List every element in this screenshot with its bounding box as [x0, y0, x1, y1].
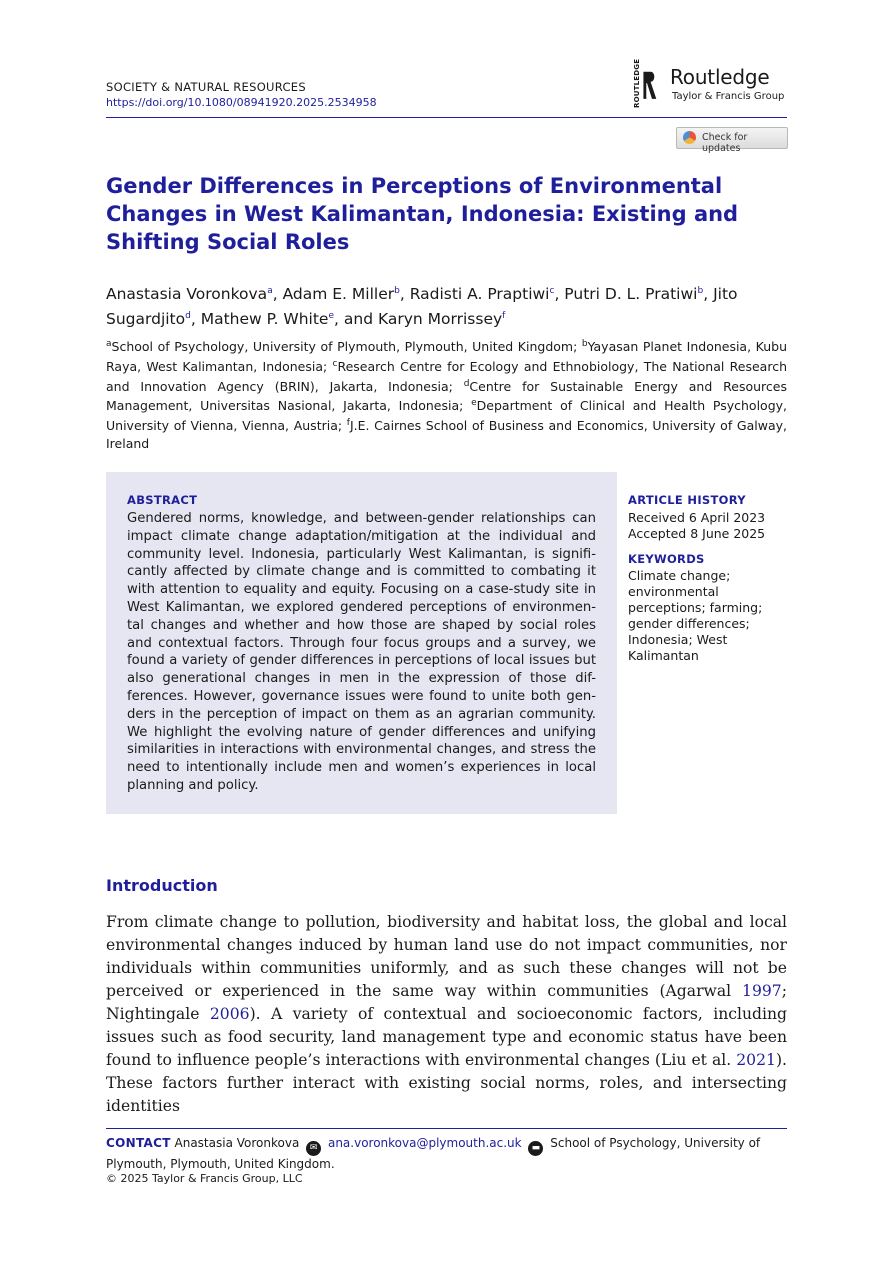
- author-name: Adam E. Miller: [282, 285, 395, 304]
- author-separator: ,: [703, 285, 714, 304]
- author-name: Mathew P. White: [200, 310, 329, 329]
- affiliation-text: Department of Clinical and Health Psychology, University of Vienna, Vienna, Austria;: [106, 398, 788, 434]
- affiliation-text: J.E. Cairnes School of Business and Economics, University of Galway, Ireland: [106, 418, 787, 451]
- accepted-date: Accepted 8 June 2025: [628, 526, 766, 541]
- author-affiliation-marker[interactable]: e: [328, 311, 335, 322]
- contact-email-link[interactable]: ana.voronkova@plymouth.ac.uk: [327, 1136, 522, 1150]
- citation-link[interactable]: 2021: [736, 1051, 776, 1069]
- contact-block: [106, 1135, 787, 1173]
- citation-link[interactable]: 2006: [209, 1005, 250, 1023]
- contact-label: CONTACT: [106, 1136, 171, 1150]
- body-text-segment: From climate change to pollution, biodiversity and habitat loss, the global and local environmental changes induced by human land use do not impact communities, nor individuals within communities uniformly, and as such these changes will not be perceived or experienced in the same way within communities (Agarwal: [106, 913, 787, 1000]
- author-name: Anastasia Voronkova: [106, 285, 268, 304]
- envelope-icon: ✉: [306, 1141, 321, 1156]
- author-list: [106, 280, 787, 330]
- affiliation-key: b: [581, 339, 588, 349]
- affiliation-text: Research Centre for Ecology and Ethnobiology, The National Research and Innovation Agency (BRIN), Jakarta, Indonesia;: [106, 358, 787, 394]
- introduction-heading: Introduction: [106, 876, 218, 895]
- body-text-segment: ). A variety of contextual and socioeconomic factors, including issues such as food security, land management type and economic status have been found to influence people’s interactions with environmental changes (Liu et al.: [106, 1005, 787, 1069]
- affiliation-text: Centre for Sustainable Energy and Resources Management, Universitas Nasional, Jakarta, Indonesia;: [106, 378, 787, 414]
- contact-address: School of Psychology, University of Plymouth, Plymouth, United Kingdom.: [106, 1136, 761, 1171]
- publisher-subtitle: Taylor & Francis Group: [672, 91, 785, 102]
- introduction-paragraph: [106, 911, 787, 1118]
- affiliations: [106, 336, 787, 452]
- header-rule: [106, 117, 787, 118]
- affiliation-key: f: [346, 418, 350, 428]
- affiliation-text: School of Psychology, University of Plymouth, Plymouth, United Kingdom;: [111, 339, 582, 355]
- mailbox-icon: ▬: [528, 1141, 543, 1156]
- routledge-logo-icon: [642, 64, 662, 108]
- publisher-logo[interactable]: [632, 58, 792, 108]
- author-name: Karyn Morrissey: [377, 310, 503, 329]
- body-text-segment: ; Nightingale: [106, 982, 787, 1023]
- doi-link[interactable]: https://doi.org/10.1080/08941920.2025.2534958: [106, 96, 377, 109]
- author-affiliation-marker[interactable]: a: [267, 286, 273, 296]
- author-name: Jito Sugardjito: [106, 285, 738, 329]
- crossmark-icon: [683, 131, 696, 144]
- check-for-updates-label: Check for updates: [702, 132, 748, 154]
- keywords-text: Climate change; environmental perceptions; farming; gender differences; Indonesia; West Kalimantan: [628, 568, 763, 663]
- citation-link[interactable]: 1997: [742, 982, 782, 1000]
- contact-name: Anastasia Voronkova: [174, 1136, 300, 1150]
- affiliation-key: c: [332, 358, 338, 369]
- abstract-text: Gendered norms, knowledge, and between-gender relationships can impact climate change adaptation/mitigation at the individual and community level. Indonesia, particularly West Kalimantan, is signifi-cantly affected by climate change and is committed to combating it with attention to equality and equity. Focusing on a case-study site in West Kalimantan, we explored gendered perceptions of environmen-tal changes and whether and how those are shaped by social roles and contextual factors. Through four focus groups and a survey, we found a variety of gender differences in perceptions of local issues but also generational changes in men in the expression of those dif-ferences. However, governance issues were found to unite both gen-ders in the perception of impact on them as an agrarian community. We highlight the evolving nature of gender differences and unifying similarities in interactions with environmental changes, and stress the need to intentionally include men and women’s experiences in local planning and policy.: [127, 511, 596, 793]
- copyright: © 2025 Taylor & Francis Group, LLC: [106, 1172, 303, 1185]
- journal-name: SOCIETY & NATURAL RESOURCES: [106, 80, 306, 94]
- author-separator: , and: [334, 310, 378, 329]
- affiliation-key: e: [471, 398, 477, 409]
- author-affiliation-marker[interactable]: b: [394, 286, 400, 296]
- abstract-label: ABSTRACT: [127, 493, 198, 507]
- received-date: Received 6 April 2023: [628, 510, 766, 525]
- body-text-segment: ). These factors further interact with existing social norms, roles, and intersecting identities: [106, 1051, 787, 1115]
- author-affiliation-marker[interactable]: f: [502, 311, 506, 322]
- author-affiliation-marker[interactable]: c: [549, 286, 555, 296]
- author-name: Radisti A. Praptiwi: [409, 285, 550, 304]
- keywords-label: KEYWORDS: [628, 552, 705, 566]
- publisher-vertical-mark: ROUTLEDGE: [633, 58, 641, 108]
- author-affiliation-marker[interactable]: b: [697, 286, 704, 296]
- publisher-name: Routledge: [670, 65, 770, 89]
- author-affiliation-marker[interactable]: d: [185, 311, 191, 322]
- affiliation-key: a: [106, 339, 112, 349]
- article-title: Gender Differences in Perceptions of Environmental Changes in West Kalimantan, Indonesia: Existing and Shifting Social Roles: [106, 174, 739, 254]
- check-for-updates-button[interactable]: [676, 127, 788, 154]
- author-name: Putri D. L. Pratiwi: [564, 285, 698, 304]
- affiliation-key: d: [463, 378, 470, 389]
- footer-rule: [106, 1128, 787, 1129]
- affiliation-text: Yayasan Planet Indonesia, Kubu Raya, West Kalimantan, Indonesia;: [106, 339, 787, 374]
- author-separator: ,: [190, 310, 201, 329]
- author-separator: ,: [399, 285, 410, 304]
- article-history-label: ARTICLE HISTORY: [628, 493, 746, 507]
- author-separator: ,: [554, 285, 565, 304]
- author-separator: ,: [272, 285, 283, 304]
